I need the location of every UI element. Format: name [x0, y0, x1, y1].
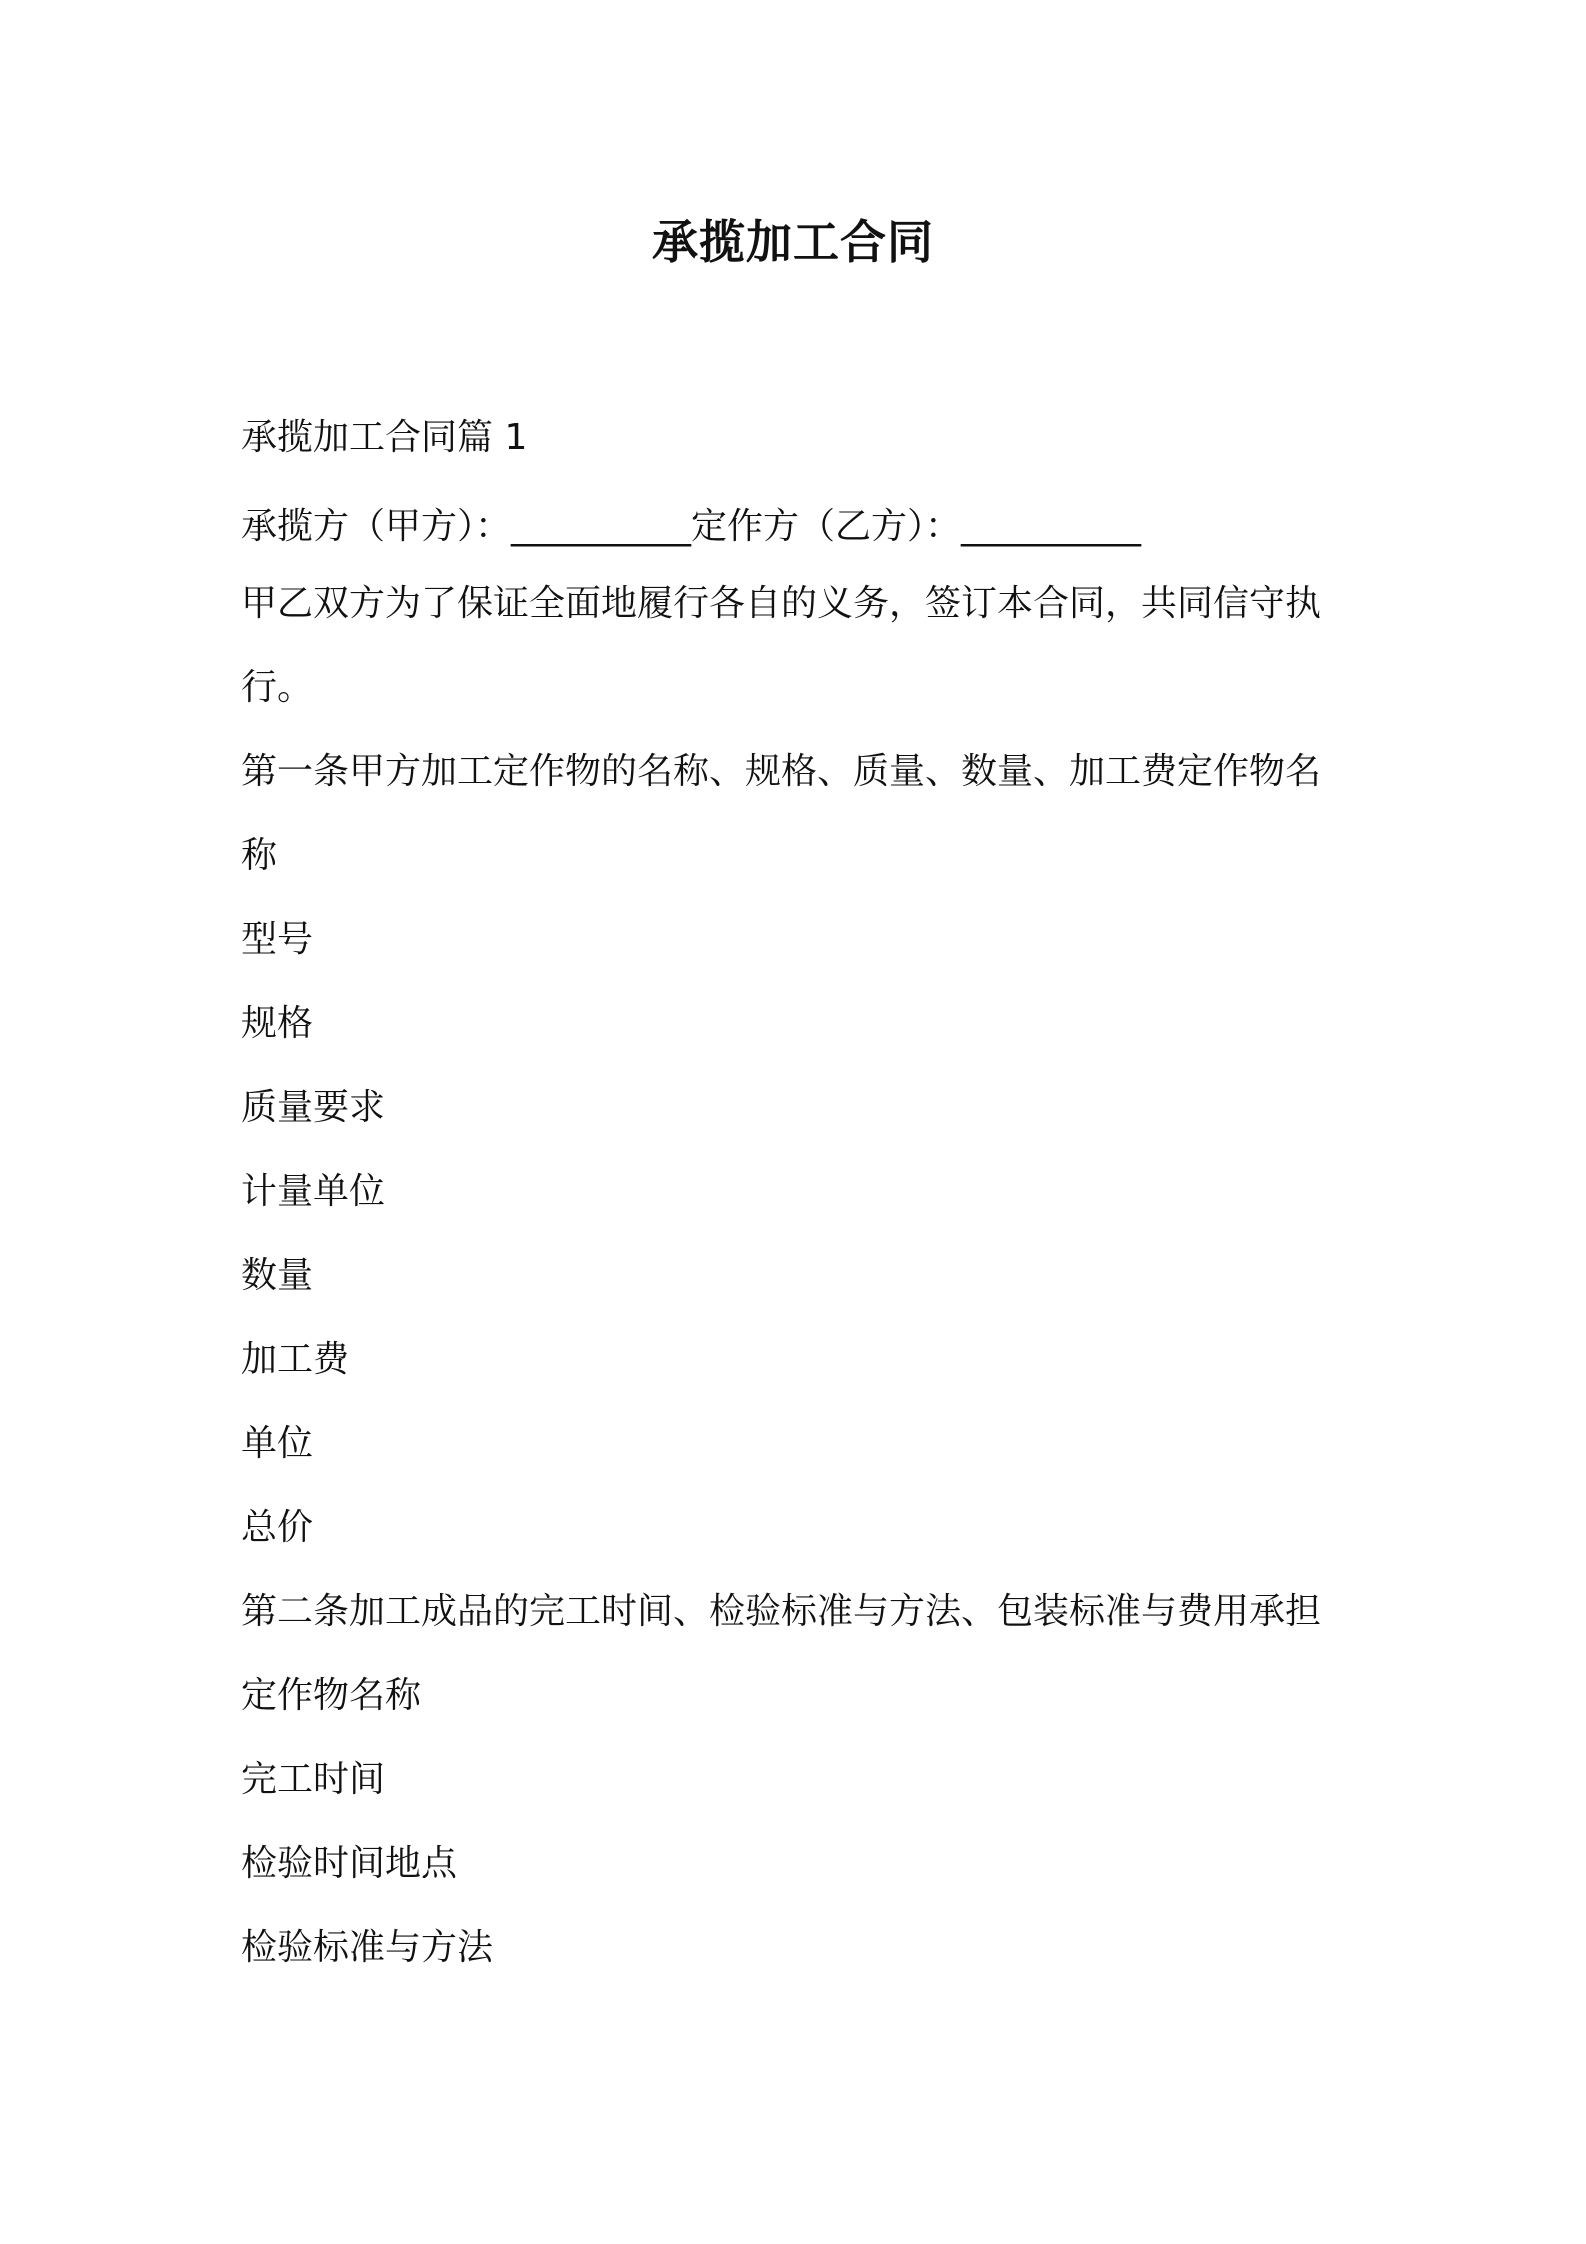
list-item: 总价 — [241, 1507, 314, 1548]
list-item: 规格 — [241, 1003, 314, 1044]
list-item: 质量要求 — [241, 1087, 386, 1128]
list-item: 型号 — [241, 919, 314, 960]
list-item: 检验时间地点 — [241, 1843, 458, 1884]
list-item: 定作物名称 — [241, 1675, 422, 1716]
list-item: 单位 — [241, 1423, 314, 1464]
document-title: 承揽加工合同 — [652, 215, 934, 269]
paragraph-line: 称 — [241, 835, 278, 876]
list-item: 检验标准与方法 — [241, 1927, 494, 1968]
paragraph-line: 行。 — [241, 667, 314, 708]
article-heading: 第二条加工成品的完工时间、检验标准与方法、包装标准与费用承担 — [241, 1591, 1322, 1632]
list-item: 数量 — [241, 1255, 314, 1296]
section-heading: 承揽加工合同篇 1 — [241, 417, 528, 458]
parties-line: 承揽方（甲方）：__________定作方（乙方）：__________ — [241, 506, 1142, 547]
list-item: 加工费 — [241, 1339, 350, 1380]
list-item: 计量单位 — [241, 1171, 386, 1212]
paragraph-line: 甲乙双方为了保证全面地履行各自的义务，签订本合同，共同信守执 — [241, 583, 1322, 624]
list-item: 完工时间 — [241, 1759, 386, 1800]
article-heading: 第一条甲方加工定作物的名称、规格、质量、数量、加工费定作物名 — [241, 751, 1322, 792]
